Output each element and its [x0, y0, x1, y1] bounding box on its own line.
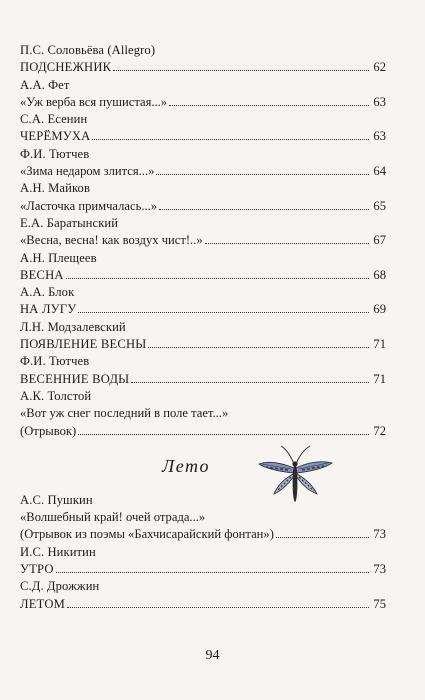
author-name: Л.Н. Модзалевский: [20, 319, 126, 334]
page-ref: 75: [373, 596, 386, 611]
toc-entry[interactable]: [20, 163, 386, 180]
entry-title: «Весна, весна! как воздух чист!..»: [20, 233, 203, 248]
toc-entry[interactable]: [20, 232, 386, 249]
entry-title: ПОЯВЛЕНИЕ ВЕСНЫ: [20, 337, 147, 352]
dot-leader: [169, 94, 369, 106]
entry-title: (Отрывок): [20, 423, 77, 438]
entry-title: ЛЕТОМ: [20, 596, 66, 611]
dot-leader: [92, 128, 369, 140]
toc-entry[interactable]: [20, 59, 386, 76]
author-name: И.С. Никитин: [20, 544, 96, 559]
toc-entry[interactable]: [20, 198, 386, 215]
entry-title: ЧЕРЁМУХА: [20, 129, 91, 144]
dot-leader: [156, 163, 369, 175]
toc-entry[interactable]: [20, 526, 386, 543]
entry-title: НА ЛУГУ: [20, 302, 77, 317]
page-ref: 63: [373, 129, 386, 144]
page-ref: 63: [373, 94, 386, 109]
entry-title: «Волшебный край! очей отрада...»: [20, 510, 206, 525]
dot-leader: [131, 371, 369, 383]
entry-title: (Отрывок из поэмы «Бахчисарайский фонтан»): [20, 527, 274, 542]
page-ref: 67: [373, 233, 386, 248]
author-name: А.К. Толстой: [20, 388, 92, 403]
page-ref: 69: [373, 302, 386, 317]
dot-leader: [159, 198, 369, 210]
dot-leader: [78, 423, 369, 435]
dot-leader: [276, 526, 369, 538]
page-number: 94: [205, 648, 220, 663]
author-name: А.Н. Майков: [20, 181, 90, 196]
toc-entry[interactable]: [20, 301, 386, 318]
toc-entry[interactable]: [20, 423, 386, 440]
entry-title: ВЕСЕННИЕ ВОДЫ: [20, 371, 130, 386]
author-name: Ф.И. Тютчев: [20, 146, 90, 161]
toc-entry[interactable]: [20, 596, 386, 613]
page-ref: 64: [373, 164, 386, 179]
dot-leader: [205, 232, 369, 244]
section-title: Лето: [162, 455, 210, 476]
toc-entry[interactable]: [20, 405, 386, 422]
page-ref: 72: [373, 423, 386, 438]
entry-title: УТРО: [20, 562, 54, 577]
dot-leader: [148, 336, 369, 348]
author-name: П.С. Соловьёва (Allegro): [20, 43, 156, 57]
page-ref: 62: [373, 60, 386, 75]
page-ref: 73: [373, 562, 386, 577]
dot-leader: [113, 59, 369, 71]
entry-title: ПОДСНЕЖНИК: [20, 60, 112, 75]
toc-entry[interactable]: [20, 94, 386, 111]
entry-title: «Ласточка примчалась...»: [20, 198, 158, 213]
summer-section-header: [20, 440, 386, 492]
toc-entry[interactable]: [20, 371, 386, 388]
entry-title: «Зима недаром злится...»: [20, 164, 155, 179]
author-name: А.Н. Плещеев: [20, 250, 97, 265]
toc-entry[interactable]: [20, 561, 386, 578]
page-ref: 71: [373, 371, 386, 386]
page-ref: 71: [373, 337, 386, 352]
entry-title: ВЕСНА: [20, 267, 64, 282]
author-name: Ф.И. Тютчев: [20, 354, 90, 369]
dot-leader: [67, 596, 369, 608]
dot-leader: [66, 267, 369, 279]
table-of-contents: [20, 42, 386, 613]
page-ref: 73: [373, 527, 386, 542]
author-name: А.А. Фет: [20, 77, 70, 92]
author-name: С.А. Есенин: [20, 112, 88, 127]
toc-entry[interactable]: [20, 267, 386, 284]
page-ref: 65: [373, 198, 386, 213]
author-name: С.Д. Дрожжин: [20, 579, 100, 594]
author-name: А.А. Блок: [20, 285, 75, 300]
page-ref: 68: [373, 267, 386, 282]
spring-list: [20, 42, 386, 440]
dot-leader: [56, 561, 369, 573]
toc-entry[interactable]: [20, 128, 386, 145]
entry-title: «Вот уж снег последний в поле тает...»: [20, 406, 229, 421]
toc-entry[interactable]: [20, 336, 386, 353]
summer-list: [20, 492, 386, 613]
author-name: Е.А. Баратынский: [20, 215, 119, 230]
dot-leader: [78, 301, 369, 313]
toc-entry[interactable]: [20, 509, 386, 526]
entry-title: «Уж верба вся пушистая...»: [20, 94, 168, 109]
author-name: А.С. Пушкин: [20, 492, 93, 507]
